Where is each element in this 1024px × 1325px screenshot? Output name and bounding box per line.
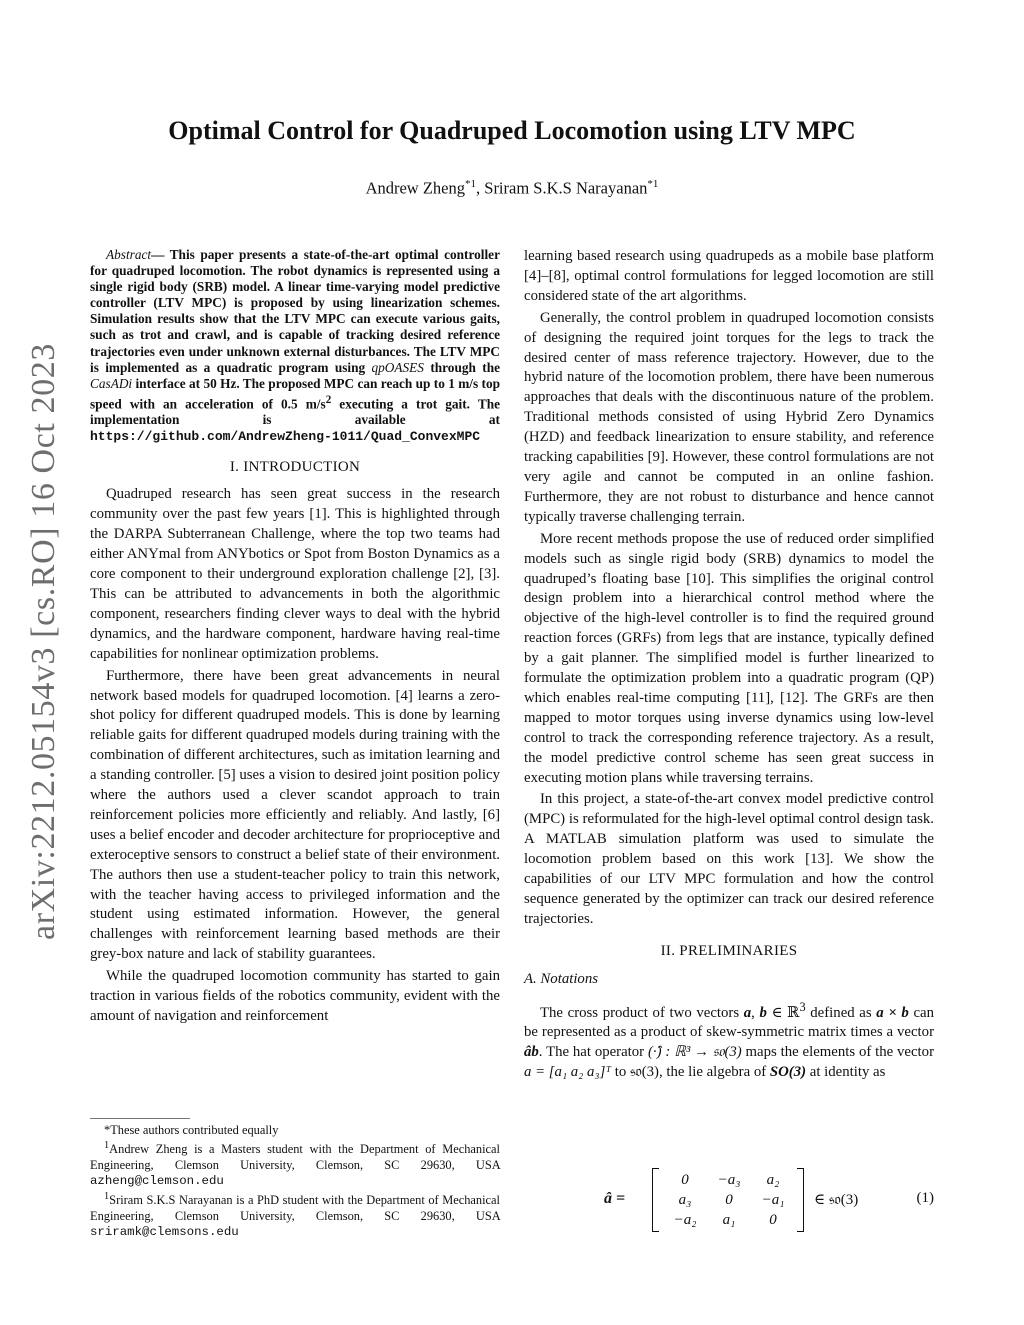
intro-paragraph-3: While the quadruped locomotion community has started to gain traction in various fields of the robotics community, evident with the amount of navigation and reinforcement	[90, 968, 500, 1025]
section-heading-preliminaries: II. PRELIMINARIES	[660, 942, 798, 959]
abstract-text-4: executing a trot gait. The implementation is available at	[90, 396, 500, 428]
math-a-cross-b: a × b	[876, 1004, 909, 1021]
skew-symmetric-matrix	[652, 1168, 804, 1232]
footnote-1-text: Andrew Zheng is a Masters student with the Department of Mechanical Engineering, Clemson University, Clemson, SC 29630, USA	[90, 1142, 500, 1172]
footnote-equal-contribution: *These authors contributed equally	[104, 1123, 279, 1137]
left-column	[90, 247, 500, 1029]
footnotes	[90, 1118, 500, 1240]
right-paragraph-2: Generally, the control problem in quadruped locomotion consists of designing the required joint torques for the legs to track the desired center of mass reference trajectory. However, due to the hybrid nature of the locomotion problem, there have been numerous approaches that deals with the discontinuous nature of the problem. Traditional methods consisted of using Hybrid Zero Dynamics (HZD) and feedback linearization to ensure stability, and reference tracking capabilities [9]. However, these control formulations are not very agile and cannot be computed in an online fashion. Furthermore, they are not robust to disturbance and hence cannot typically traverse challenging terrain.	[524, 309, 934, 525]
right-paragraph-4: In this project, a state-of-the-art convex model predictive control (MPC) is reformulated for the high-level optimal control design task. A MATLAB simulation platform was used to simulate the locomotion problem based on this work [13]. We show the capabilities of our LTV MPC formulation and how the control sequence generated by the optimizer can track our desired reference trajectories.	[524, 791, 934, 927]
matrix-entry: 0	[681, 1171, 689, 1188]
matrix-entry: a₁	[722, 1211, 736, 1228]
math-b: b	[759, 1004, 767, 1021]
abstract-text-1: This paper presents a state-of-the-art optimal controller for quadruped locomotion. The robot dynamics is represented using a single rigid body (SRB) model. A linear time-varying model predictive controller (LTV MPC) is proposed by using linearization schemes. Simulation results show that the LTV MPC can execute various gaits, such as trot and crawl, and is capable of tracking desired reference trajectories even under unknown external disturbances. The LTV MPC is implemented as a quadratic program using	[90, 247, 500, 375]
footnote-rule	[90, 1118, 190, 1119]
abstract	[90, 247, 500, 446]
section-heading-introduction: I. INTRODUCTION	[229, 458, 361, 475]
math-SO3: SO(3)	[769, 1064, 807, 1081]
right-paragraph-1: learning based research using quadrupeds as a mobile base platform [4]–[8], optimal control formulations for legged locomotion are still considered state of the art algorithms.	[524, 248, 934, 304]
author-2: Sriram S.K.S Narayanan	[484, 178, 648, 198]
equation-1	[524, 1166, 934, 1236]
footnote-2-email[interactable]: sriramk@clemsons.edu	[90, 1225, 239, 1240]
notation-text-4: . The hat operator	[538, 1044, 648, 1061]
right-column	[524, 247, 934, 1085]
math-hat-a-b: âb	[524, 1044, 539, 1061]
math-hat-operator: (·̂) : ℝ³ → 𝔰𝔬(3)	[647, 1044, 742, 1061]
notation-text-7: , the lie algebra of	[658, 1064, 770, 1081]
notation-text-8: at identity as	[806, 1064, 886, 1081]
math-a: a	[743, 1004, 752, 1021]
abstract-github-link[interactable]: https://github.com/AndrewZheng-1011/Quad_ConvexMPC	[90, 429, 481, 445]
matrix-entry: 0	[769, 1211, 777, 1228]
footnote-author-2	[90, 1189, 500, 1240]
equation-lhs: â =	[604, 1190, 626, 1207]
matrix-entry: 0	[725, 1191, 733, 1208]
math-in-r: ∈ ℝ	[766, 1004, 800, 1021]
matrix-entry: −a₃	[717, 1171, 741, 1188]
subsection-heading-notations: A. Notations	[524, 970, 598, 987]
paper-title: Optimal Control for Quadruped Locomotion using LTV MPC	[168, 116, 856, 145]
notation-text-5: maps the elements of the vector	[741, 1044, 934, 1061]
author-1-mark: *1	[465, 178, 477, 190]
abstract-squared: 2	[325, 393, 332, 406]
notation-text-6: to	[611, 1064, 630, 1081]
abstract-text-2: through the	[423, 359, 500, 375]
notation-paragraph	[524, 998, 934, 1084]
matrix-table	[663, 1170, 795, 1230]
matrix-entry: a₂	[766, 1171, 780, 1188]
matrix-row	[663, 1210, 795, 1230]
equation-rhs: ∈ 𝔰𝔬(3)	[814, 1192, 859, 1208]
abstract-label: Abstract	[106, 247, 152, 262]
author-2-mark: *1	[647, 178, 659, 190]
math-a-vector: a = [a₁ a₂ a₃]ᵀ	[524, 1064, 612, 1081]
footnote-1-email[interactable]: azheng@clemson.edu	[90, 1174, 224, 1189]
matrix-row	[663, 1170, 795, 1190]
author-line: Andrew Zheng$^{*1}$, Sriram S.K.S Narayanan$^{*1}$	[365, 178, 659, 198]
right-paragraph-3: More recent methods propose the use of reduced order simplified models such as single rigid body (SRB) dynamics to model the quadruped’s floating base [10]. This simplifies the original control design problem into a hierarchical control method where the objective of the high-level controller is to find the required ground reaction forces (GRFs) from legs that are instance, typically defined by a gait planner. The simplified model is further linearized to formulate the optimization problem into a quadratic program (QP) which enables real-time computing [11], [12]. The GRFs are then mapped to motor torques using inverse dynamics using low-level control to track the corresponding reference trajectory. As a result, the model predictive control scheme has seen great success in executing motion plans while traversing terrains.	[524, 530, 934, 786]
abstract-text-3: interface at 50 Hz. The proposed MPC can reach up to 1 m/s top speed with an acceleration of 0.5 m/s	[90, 375, 500, 412]
footnote-author-1	[90, 1138, 500, 1189]
author-1: Andrew Zheng	[365, 178, 466, 198]
arxiv-id-text: arXiv:2212.05154v3 [cs.RO] 16 Oct 2023	[25, 343, 62, 940]
math-so3: 𝔰𝔬(3)	[629, 1064, 659, 1081]
footnote-2-text: Sriram S.K.S Narayanan is a PhD student with the Department of Mechanical Engineering, Clemson University, Clemson, SC 29630, USA	[90, 1193, 500, 1223]
abstract-dash: —	[151, 247, 170, 262]
notation-text-2: defined as	[805, 1004, 877, 1021]
intro-paragraph-1: Quadruped research has seen great success in the research community over the past few years [1]. This is highlighted through the DARPA Subterranean Challenge, where the top two teams had either ANYmal from ANYbotics or Spot from Boston Dynamics as a core component to their underground exploration challenge [2], [3]. This can be attributed to advancements in both the algorithmic component, researchers finding clever ways to deal with the hybrid dynamics, and the hardware component, hardware having real-time capabilities for nonlinear optimization problems.	[90, 486, 500, 662]
abstract-qpoases: qpOASES	[371, 359, 424, 375]
notation-comma: ,	[751, 1004, 760, 1021]
matrix-entry: −a₂	[673, 1211, 697, 1228]
math-cube: 3	[799, 999, 806, 1014]
intro-paragraph-2: Furthermore, there have been great advancements in neural network based models for quadruped locomotion. [4] learns a zero-shot policy for different quadruped models. This is done by learning reliable gaits for different quadruped models during training with the combination of different architectures, such as imitation learning and a standing controller. [5] uses a vision to desired joint position policy where the authors used a clever scandot approach to train reinforcement policies more efficiently and reliably. And lastly, [6] uses a belief encoder and decoder architecture for proprioceptive and exteroceptive sensors to construct a belief state of their environment. The authors then use a student-teacher policy to train this network, with the teacher having access to privileged information and the student using estimated information. However, the general challenges with reinforcement learning based methods are their grey-box nature and lack of stability guarantees.	[90, 667, 500, 963]
equation-number: (1)	[916, 1190, 934, 1206]
matrix-entry: −a₁	[761, 1191, 785, 1208]
footnote-2-mark: 1	[104, 1191, 110, 1203]
footnote-1-mark: 1	[104, 1140, 110, 1152]
abstract-casadi: CasADi	[90, 375, 133, 391]
matrix-row	[663, 1190, 795, 1210]
notation-text-1: The cross product of two vectors	[540, 1004, 744, 1021]
matrix-entry: a₃	[678, 1191, 692, 1208]
notation-text-3: can be represented as a product of skew-symmetric matrix times a vector	[524, 1004, 934, 1041]
